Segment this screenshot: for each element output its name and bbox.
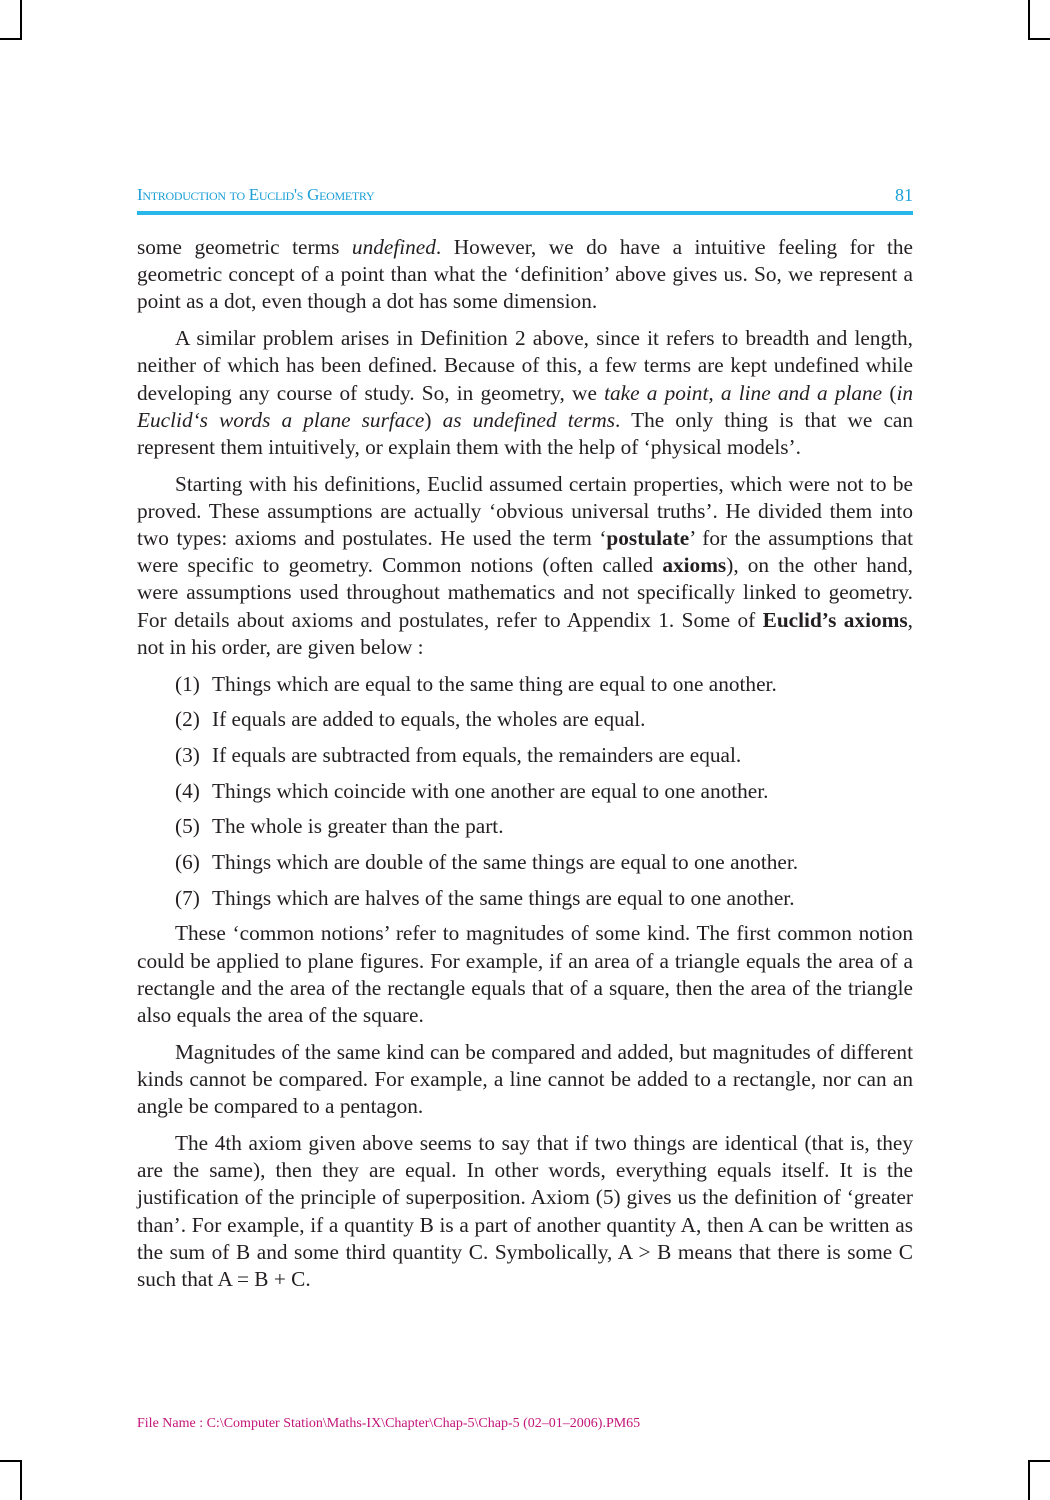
axiom-list — [137, 671, 913, 912]
bold-text: Euclid’s axioms — [762, 607, 908, 632]
text-run: . However, we do have a intuitive feeling for the geometric concept of a point than what the ‘definition’ above gives us. So, we represent a point as a dot, even though a dot has some dimension. — [137, 235, 914, 314]
paragraphs-before-list — [137, 234, 913, 661]
axiom-text: Things which are double of the same things are equal to one another. — [212, 850, 799, 875]
text-run: These ‘common notions’ refer to magnitudes of some kind. The first common notion could be applied to plane figures. For example, if an area of a triangle equals the area of a rectangle and the area of the rectangle equals that of a square, then the area of the triangle also equals the area of the square. — [137, 921, 913, 1028]
crop-mark-top-right — [1028, 0, 1030, 40]
paragraphs-after-list — [137, 920, 913, 1293]
text-run: ), on the other hand, were assumptions used throughout mathematics and not specifically linked to geometry. For details about axioms and postulates, refer to Appendix 1. Some of — [137, 553, 913, 632]
paragraph — [137, 1039, 913, 1121]
file-name-footer: File Name : C:\Computer Station\Maths-IX\Chapter\Chap-5\Chap-5 (02–01–2006).PM65 — [137, 1416, 641, 1431]
bold-text: postulate — [606, 526, 690, 551]
text-run: , not in his order, are given below : — [137, 607, 913, 659]
axiom-item — [175, 849, 913, 876]
axiom-number: (5) — [175, 814, 200, 839]
bold-text: axioms — [662, 553, 727, 578]
axiom-number: (2) — [175, 707, 200, 732]
text-run: . The only thing is that we can represent them intuitively, or explain them with the help of ‘physical models’. — [137, 407, 913, 459]
axiom-number: (4) — [175, 778, 200, 803]
axiom-text: Things which are halves of the same things are equal to one another. — [212, 885, 795, 910]
text-run: ) — [424, 407, 443, 432]
running-header — [137, 185, 913, 209]
axiom-text: Things which are equal to the same thing are equal to one another. — [212, 671, 777, 696]
text-run: Starting with his definitions, Euclid assumed certain properties, which were not to be proved. These assumptions are actually ‘obvious universal truths’. He divided them into two types: axioms and postulates. He used the term ‘ — [137, 471, 913, 551]
paragraph — [137, 920, 913, 1029]
chapter-title: Introduction to Euclid's Geometry — [137, 185, 375, 204]
crop-mark-top-left-h — [0, 38, 22, 40]
axiom-number: (7) — [175, 885, 200, 910]
italic-text: take a point, a line and a plane — [604, 380, 883, 405]
axiom-number: (1) — [175, 671, 200, 696]
crop-mark-top-left — [20, 0, 22, 40]
crop-mark-bottom-right — [1028, 1460, 1030, 1500]
axiom-item — [175, 813, 913, 840]
axiom-item — [175, 742, 913, 769]
axiom-number: (6) — [175, 850, 200, 875]
axiom-item — [175, 671, 913, 698]
text-run: The 4th axiom given above seems to say that if two things are identical (that is, they are the same), then they are equal. In other words, everything equals itself. It is the justification of the principle of superposition. Axiom (5) gives us the definition of ‘greater than’. For example, if a quantity B is a part of another quantity A, then A can be written as the sum of B and some third quantity C. Symbolically, A > B means that there is some C such that A = B + C. — [137, 1130, 913, 1291]
axiom-text: The whole is greater than the part. — [212, 814, 504, 839]
text-run: ( — [882, 380, 897, 405]
axiom-item — [175, 885, 913, 912]
text-run: Magnitudes of the same kind can be compared and added, but magnitudes of different kinds cannot be compared. For example, a line cannot be added to a rectangle, nor can an angle be compared to a pentagon. — [137, 1039, 913, 1119]
italic-text: undefined — [351, 235, 436, 259]
italic-text: as undefined terms — [442, 407, 616, 432]
axiom-text: Things which coincide with one another are equal to one another. — [212, 778, 769, 803]
paragraph — [137, 234, 913, 316]
axiom-text: If equals are subtracted from equals, the remainders are equal. — [212, 742, 742, 767]
crop-mark-bottom-left — [20, 1460, 22, 1500]
paragraph — [137, 325, 913, 461]
header-rule — [137, 211, 913, 215]
text-run: ’ for the assumptions that were specific to geometry. Common notions (often called — [137, 526, 913, 578]
text-run: some geometric terms — [137, 235, 352, 259]
axiom-number: (3) — [175, 742, 200, 767]
paragraph — [137, 471, 913, 661]
page-body — [137, 234, 913, 1303]
text-run: A similar problem arises in Definition 2 above, since it refers to breadth and length, neither of which has been defined. Because of this, a few terms are kept undefined while developing any course of study. So, in geometry, we — [137, 326, 913, 405]
crop-mark-bottom-right-h — [1028, 1460, 1050, 1462]
paragraph — [137, 1130, 913, 1293]
page-number: 81 — [895, 185, 913, 205]
crop-mark-top-right-h — [1028, 38, 1050, 40]
axiom-item — [175, 778, 913, 805]
axiom-item — [175, 706, 913, 733]
crop-mark-bottom-left-h — [0, 1460, 22, 1462]
axiom-text: If equals are added to equals, the wholes are equal. — [212, 707, 646, 732]
italic-text: in Euclid‘s words a plane surface — [137, 380, 914, 432]
